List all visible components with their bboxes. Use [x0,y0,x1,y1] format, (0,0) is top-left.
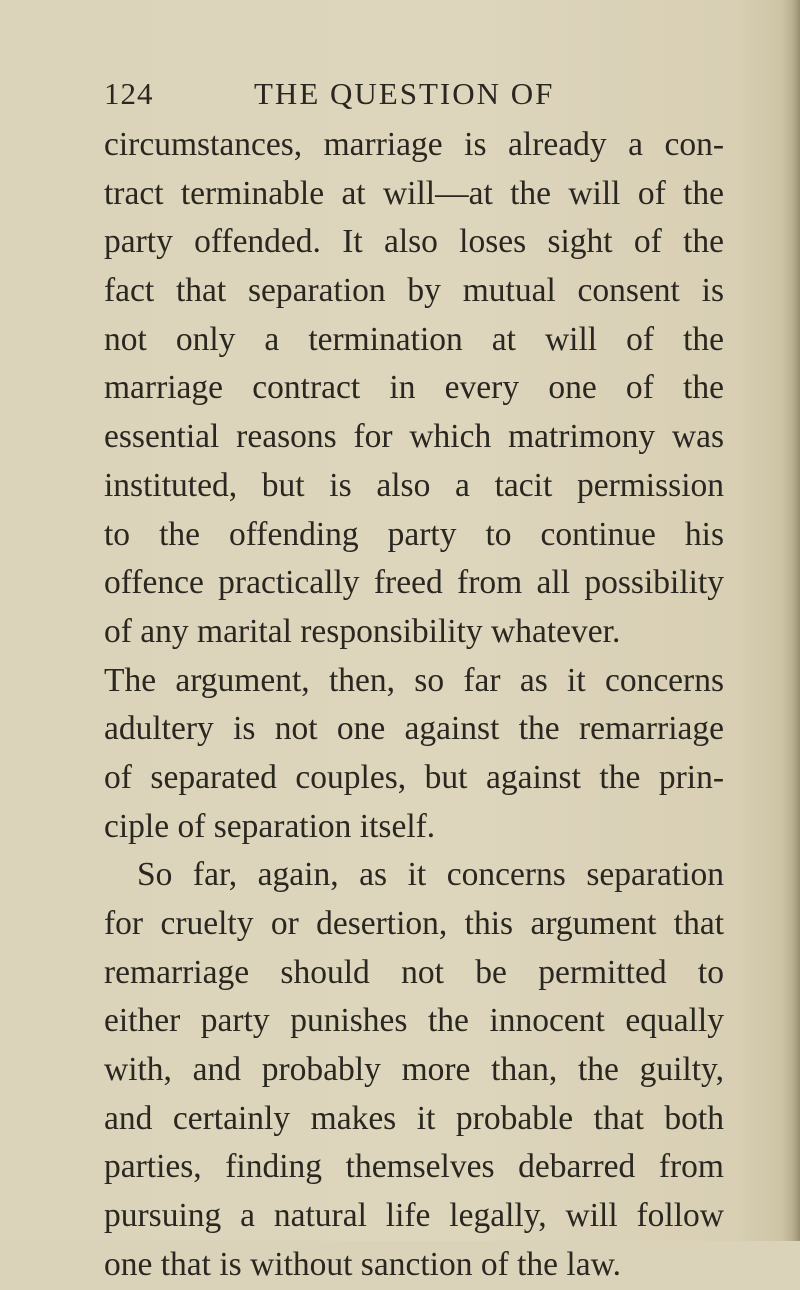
text-line: circumstances, marriage is already a con- [104,126,724,163]
text-line: either party punishes the innocent equally [104,1002,724,1040]
text-line: fact that separation by mutual consent is [104,272,724,310]
text-line: for cruelty or desertion, this argument that [104,905,724,942]
text-line: with, and probably more than, the guilty, [104,1051,724,1089]
text-line: pursuing a natural life legally, will follow [104,1197,724,1235]
text-line: ciple of separation itself. [104,807,436,845]
text-line: of any marital responsibility whatever. [104,612,621,650]
text-line: parties, finding themselves debarred from [104,1148,724,1186]
text-line: remarriage should not be permitted to [104,953,724,991]
text-line: adultery is not one against the remarriage [104,710,724,748]
text-line: So far, again, as it concerns separation [137,856,724,894]
text-line: party offended. It also loses sight of the [104,223,724,261]
text-line: The argument, then, so far as it concerns [104,661,724,699]
text-line: offence practically freed from all possibility [104,564,724,602]
page-header [104,72,704,116]
text-line: to the offending party to continue his [104,515,724,553]
text-line: and certainly makes it probable that both [104,1099,724,1137]
text-line: marriage contract in every one of the [104,369,724,407]
text-line: tract terminable at will—at the will of the [104,174,724,212]
text-line: instituted, but is also a tacit permission [104,466,724,504]
text-line: of separated couples, but against the prin- [104,758,724,796]
page-number: 124 [104,76,154,111]
text-line: essential reasons for which matrimony was [104,418,724,456]
text-line: one that is without sanction of the law. [104,1245,621,1283]
page-edge-shadow [782,0,800,1241]
body-text [104,121,724,1290]
text-line: not only a termination at will of the [104,320,724,358]
running-head: THE QUESTION OF [254,76,555,111]
